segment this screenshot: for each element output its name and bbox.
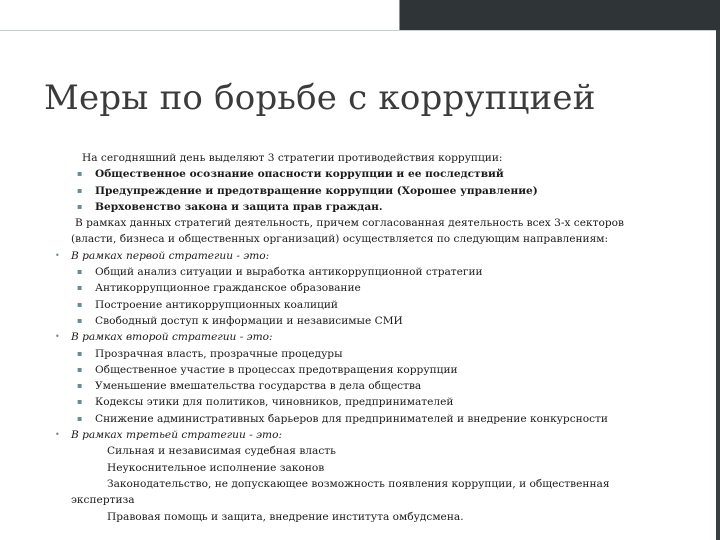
main-bullet-icon: • (55, 332, 60, 342)
third-strategy-header (55, 427, 675, 443)
list-item (55, 443, 675, 459)
list-item-text: Общий анализ ситуации и выработка антикоррупционной стратегии (95, 266, 483, 279)
sub-bullet-icon: ▪ (77, 397, 83, 407)
second-strategy-header (55, 329, 675, 345)
sub-bullet-icon: ▪ (77, 169, 83, 179)
strategy-text: Предупреждение и предотвращение коррупции (Хорошее управление) (95, 184, 538, 197)
list-item (55, 394, 675, 410)
list-item-text: Неукоснительное исполнение законов (107, 461, 325, 474)
top-bar (0, 0, 720, 30)
slide-body (55, 150, 675, 525)
strategy-item (55, 183, 675, 199)
list-item-text: Прозрачная власть, прозрачные процедуры (95, 347, 343, 360)
sub-bullet-icon: ▪ (77, 299, 83, 309)
sub-bullet-icon: ▪ (77, 315, 83, 325)
list-item-text: Общественное участие в процессах предотвращения коррупции (95, 363, 458, 376)
list-item (55, 476, 675, 492)
list-item-text: Кодексы этики для политиков, чиновников, предпринимателей (95, 396, 454, 409)
sub-bullet-icon: ▪ (77, 413, 83, 423)
sub-bullet-icon: ▪ (77, 348, 83, 358)
sub-bullet-icon: ▪ (77, 381, 83, 391)
list-item-text: Уменьшение вмешательства государства в дела общества (95, 380, 422, 393)
list-item-text: Антикоррупционное гражданское образование (95, 282, 361, 295)
section-header-text: В рамках третьей стратегии - это: (71, 429, 283, 442)
list-item-text: Сильная и независимая судебная власть (107, 445, 336, 458)
strategy-item (55, 199, 675, 215)
strategy-text: Верховенство закона и защита прав граждан. (95, 200, 383, 213)
list-item (55, 411, 675, 427)
sub-bullet-icon: ▪ (77, 283, 83, 293)
list-item (55, 509, 675, 525)
slide-title: Меры по борьбе с коррупцией (44, 78, 596, 118)
list-item (55, 460, 675, 476)
list-item (55, 264, 675, 280)
sub-bullet-icon: ▪ (77, 364, 83, 374)
list-item-text: Построение антикоррупционных коалиций (95, 298, 338, 311)
section-header-text: В рамках второй стратегии - это: (71, 331, 273, 344)
strategy-text: Общественное осознание опасности коррупции и ее последствий (95, 168, 504, 181)
section-header-text: В рамках первой стратегии - это: (71, 249, 270, 262)
list-item (55, 313, 675, 329)
list-item-text: экспертиза (71, 494, 135, 507)
list-item (55, 346, 675, 362)
first-strategy-header (55, 248, 675, 264)
list-item-text: Правовая помощь и защита, внедрение института омбудсмена. (107, 510, 464, 523)
sub-bullet-icon: ▪ (77, 185, 83, 195)
list-item-text: Свободный доступ к информации и независимые СМИ (95, 314, 403, 327)
intro-text: На сегодняшний день выделяют 3 стратегии противодействия коррупции: (82, 152, 503, 164)
top-bar-dark-block (400, 0, 720, 30)
right-edge-bar (716, 30, 720, 540)
list-item (55, 297, 675, 313)
list-item-text: Снижение административных барьеров для предпринимателей и внедрение конкурсности (95, 412, 608, 425)
list-item (55, 362, 675, 378)
cooperation-line (55, 231, 675, 247)
main-bullet-icon: • (55, 250, 60, 260)
list-item (55, 280, 675, 296)
sub-bullet-icon: ▪ (77, 267, 83, 277)
top-bar-line (0, 30, 720, 31)
list-item-continuation (55, 492, 675, 508)
sub-bullet-icon: ▪ (77, 201, 83, 211)
cooperation-line (55, 215, 675, 231)
intro-line (55, 150, 675, 166)
cooperation-text: В рамках данных стратегий деятельность, причем согласованная деятельность всех 3-х секторов (75, 217, 624, 230)
strategy-item (55, 166, 675, 182)
list-item-text: Законодательство, не допускающее возможность появления коррупции, и общественная (107, 477, 610, 490)
list-item (55, 378, 675, 394)
main-bullet-icon: • (55, 430, 60, 440)
cooperation-text: (власти, бизнеса и общественных организаций) осуществляется по следующим направлениям: (71, 233, 609, 246)
